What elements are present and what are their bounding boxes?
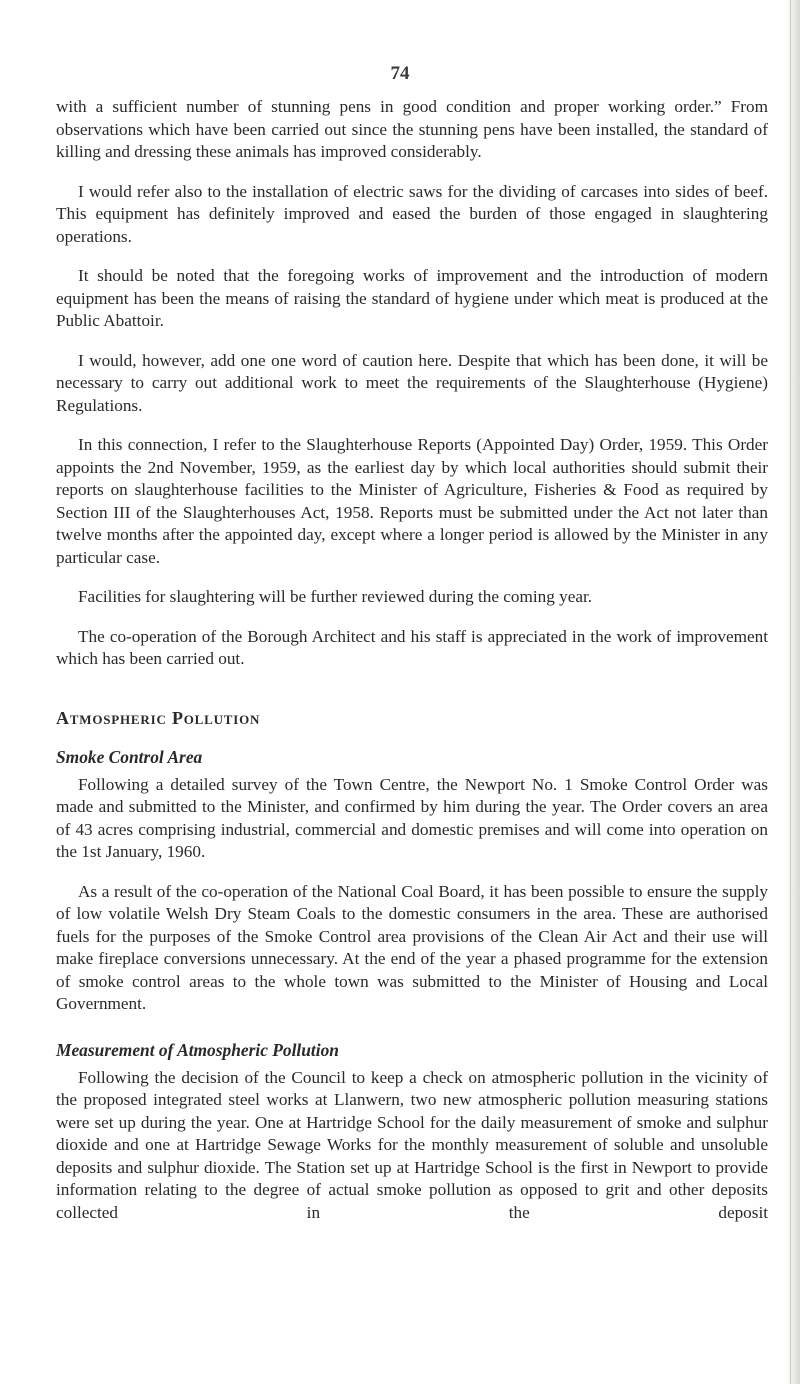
page-body <box>56 96 768 1224</box>
paragraph-cooperation-architect: The co-operation of the Borough Architect and his staff is appreciated in the work of improvement which has been carried out. <box>56 626 768 668</box>
paragraph-coal-board: As a result of the co-operation of the National Coal Board, it has been possible to ensure the supply of low volatile Welsh Dry Steam Coals to the domestic consumers in the area. These are authorised fuels for the purposes of the Smoke Control area provisions of the Clean Air Act and their use will make fireplace conversions unnecessary. At the end of the year a phased programme for the extension of smoke control areas to the whole town was submitted to the Minister of Housing and Local Government. <box>56 881 768 1013</box>
subheading-smoke-control-area: Smoke Control Area <box>56 746 203 767</box>
page-number: 74 <box>390 63 410 84</box>
subheading-measurement: Measurement of Atmospheric Pollution <box>56 1039 339 1060</box>
page-edge-shadow <box>786 0 800 1384</box>
paragraph-electric-saws: I would refer also to the installation of electric saws for the dividing of carcases into sides of beef. This equipment has definitely improved and eased the burden of those engaged in slaughtering operations. <box>56 181 768 246</box>
paragraph-reports-order: In this connection, I refer to the Slaughterhouse Reports (Appointed Day) Order, 1959. This Order appoints the 2nd November, 1959, as the earliest day by which local authorities should submit their reports on slaughterhouse facilities to the Minister of Agriculture, Fisheries & Food as required by Section III of the Slaughterhouses Act, 1958. Reports must be submitted under the Act not later than twelve months after the appointed day, except where a longer period is allowed by the Minister in any particular case. <box>56 435 768 567</box>
paragraph-facilities-review: Facilities for slaughtering will be further reviewed during the coming year. <box>78 587 593 606</box>
paragraph-measuring-stations: Following the decision of the Council to keep a check on atmospheric pollution in the vicinity of the proposed integrated steel works at Llanwern, two new atmospheric pollution measuring stations were set up during the year. One at Hartridge School for the daily measurement of smoke and sulphur dioxide and one at Hartridge Sewage Works for the monthly measurement of soluble and unsoluble deposits and sulphur dioxide. The Station set up at Hartridge School is the first in Newport to provide information relating to the degree of actual smoke pollution as opposed to grit and other deposits collected in the deposit <box>56 1067 768 1222</box>
paragraph-caution: I would, however, add one one word of caution here. Despite that which has been done, it will be necessary to carry out additional work to meet the requirements of the Slaughterhouse (Hygiene) Regulations. <box>56 350 768 415</box>
paragraph-hygiene-standard: It should be noted that the foregoing works of improvement and the introduction of modern equipment has been the means of raising the standard of hygiene under which meat is produced at the Public Abattoir. <box>56 266 768 330</box>
paragraph-stunning-pens: with a sufficient number of stunning pens in good condition and proper working order.” From observations which have been carried out since the stunning pens have been installed, the standard of killing and dressing these animals has improved considerably. <box>56 97 768 161</box>
paragraph-smoke-control-order: Following a detailed survey of the Town Centre, the Newport No. 1 Smoke Control Order was made and submitted to the Minister, and confirmed by him during the year. The Order covers an area of 43 acres comprising industrial, commercial and domestic premises and will come into operation on the 1st January, 1960. <box>56 774 768 861</box>
page-edge-line <box>790 0 791 1384</box>
section-heading-atmospheric-pollution: Atmospheric Pollution <box>56 707 261 728</box>
